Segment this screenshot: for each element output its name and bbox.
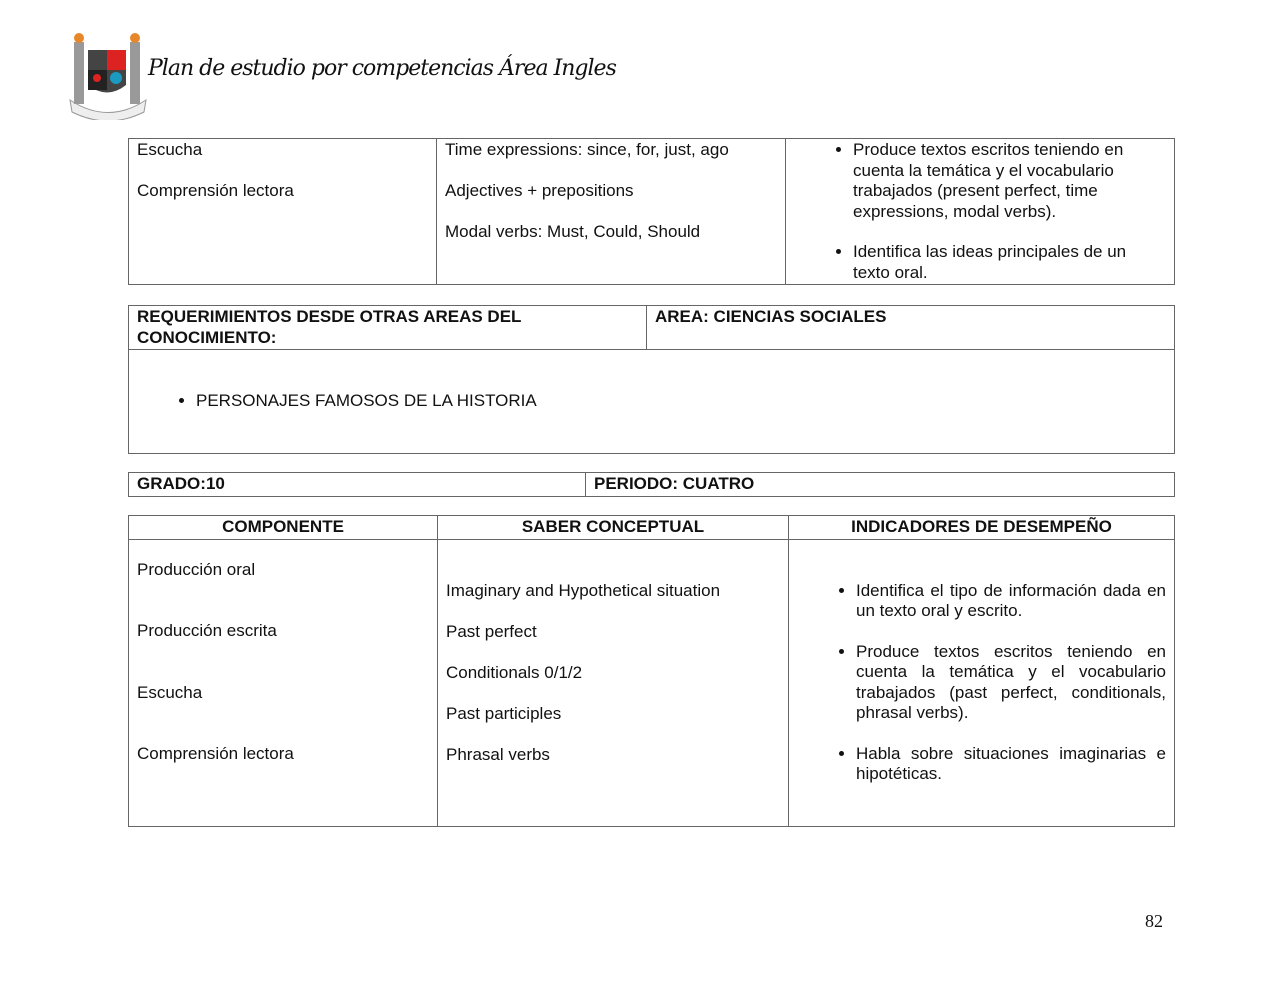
school-logo bbox=[66, 30, 150, 120]
indicator: • Produce textos escritos teniendo en cuenta la temática y el vocabulario trabajados (present perfect, time expressions, modal verbs). bbox=[853, 140, 1144, 222]
component: Escucha bbox=[137, 682, 203, 702]
concept-cell bbox=[437, 139, 786, 285]
header-componente: COMPONENTE bbox=[129, 516, 438, 540]
component: Comprensión lectora bbox=[137, 181, 294, 200]
indicator: • Identifica el tipo de información dada en un texto oral y escrito. bbox=[856, 581, 1166, 622]
concept: Phrasal verbs bbox=[446, 744, 550, 764]
concept: Past perfect bbox=[446, 621, 537, 641]
component-cell bbox=[129, 539, 438, 826]
document-title: Plan de estudio por competencias Área Ingles bbox=[148, 56, 616, 81]
component-cell bbox=[129, 139, 437, 285]
indicator: • Identifica las ideas principales de un texto oral. bbox=[853, 242, 1144, 283]
component: Escucha bbox=[137, 140, 203, 159]
period-label: PERIODO: CUATRO bbox=[586, 473, 1175, 497]
indicator-cell bbox=[786, 139, 1175, 285]
page-number: 82 bbox=[1145, 911, 1163, 931]
concept: Adjectives + prepositions bbox=[445, 181, 634, 200]
concept: Conditionals 0/1/2 bbox=[446, 662, 583, 682]
grade-table bbox=[128, 472, 1175, 497]
competency-table-continued bbox=[128, 138, 1175, 285]
concept-cell bbox=[438, 539, 789, 826]
component: Producción escrita bbox=[137, 621, 277, 640]
indicator: • Produce textos escritos teniendo en cuenta la temática y el vocabulario trabajados (past perfect, conditionals, phrasal verbs). bbox=[856, 642, 1166, 724]
requirements-table bbox=[128, 305, 1175, 454]
requirements-label: REQUERIMIENTOS DESDE OTRAS AREAS DEL CONOCIMIENTO: bbox=[129, 306, 647, 350]
component: Producción oral bbox=[137, 559, 256, 579]
concept: Time expressions: since, for, just, ago bbox=[445, 140, 729, 159]
grade-label: GRADO:10 bbox=[129, 473, 586, 497]
requirement-item: • PERSONAJES FAMOSOS DE LA HISTORIA bbox=[196, 391, 1166, 412]
header-indicadores: INDICADORES DE DESEMPEÑO bbox=[789, 516, 1175, 540]
concept: Past participles bbox=[446, 703, 562, 723]
concept: Imaginary and Hypothetical situation bbox=[446, 580, 721, 600]
indicator-cell bbox=[789, 539, 1175, 826]
area-label: AREA: CIENCIAS SOCIALES bbox=[647, 306, 1175, 350]
header-saber: SABER CONCEPTUAL bbox=[438, 516, 789, 540]
component: Comprensión lectora bbox=[137, 744, 294, 763]
concept: Modal verbs: Must, Could, Should bbox=[445, 222, 701, 241]
competency-table bbox=[128, 515, 1175, 827]
indicator: • Habla sobre situaciones imaginarias e hipotéticas. bbox=[856, 744, 1166, 785]
